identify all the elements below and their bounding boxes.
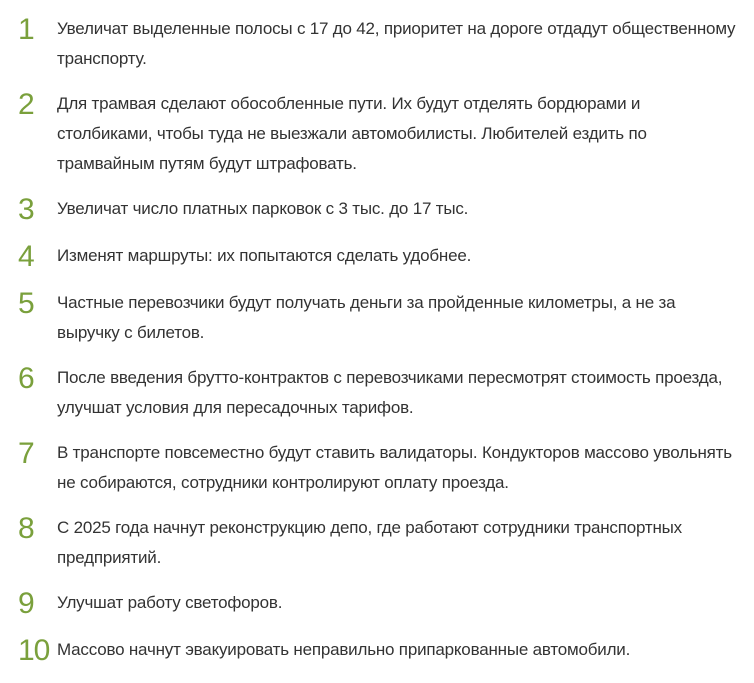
list-item [18, 194, 738, 226]
item-number: 9 [18, 587, 34, 620]
item-text: Увеличат число платных парковок с 3 тыс. до 17 тыс. [57, 199, 469, 218]
list-item [18, 363, 738, 423]
item-text: Частные перевозчики будут получать деньги за пройденные километры, а не за выручку с билетов. [57, 293, 676, 342]
list-item [18, 513, 738, 573]
item-number: 8 [18, 512, 34, 545]
item-text: После введения брутто-контрактов с перевозчиками пересмотрят стоимость проезда, улучшат условия для пересадочных тарифов. [57, 368, 723, 417]
list-item [18, 635, 738, 667]
list-item [18, 241, 738, 273]
item-number: 7 [18, 437, 34, 470]
list-item [18, 14, 738, 74]
list-item [18, 89, 738, 179]
item-text: Для трамвая сделают обособленные пути. Их будут отделять бордюрами и столбиками, чтобы туда не выезжали автомобилисты. Любителей ездить по трамвайным путям будут штрафовать. [57, 94, 647, 173]
item-number: 10 [18, 634, 50, 667]
item-text: Массово начнут эвакуировать неправильно припаркованные автомобили. [57, 640, 631, 659]
item-text: Увеличат выделенные полосы с 17 до 42, приоритет на дороге отдадут общественному транспорту. [57, 19, 736, 68]
item-number: 4 [18, 240, 34, 273]
item-number: 5 [18, 287, 34, 320]
list-item [18, 588, 738, 620]
item-number: 6 [18, 362, 34, 395]
list-item [18, 288, 738, 348]
numbered-list [18, 14, 738, 667]
item-text: Изменят маршруты: их попытаются сделать удобнее. [57, 246, 472, 265]
item-text: В транспорте повсеместно будут ставить валидаторы. Кондукторов массово увольнять не собираются, сотрудники контролируют оплату проезда. [57, 443, 732, 492]
list-item [18, 438, 738, 498]
item-number: 1 [18, 13, 34, 46]
item-text: С 2025 года начнут реконструкцию депо, где работают сотрудники транспортных предприятий. [57, 518, 682, 567]
item-text: Улучшат работу светофоров. [57, 593, 283, 612]
item-number: 2 [18, 88, 34, 121]
item-number: 3 [18, 193, 34, 226]
